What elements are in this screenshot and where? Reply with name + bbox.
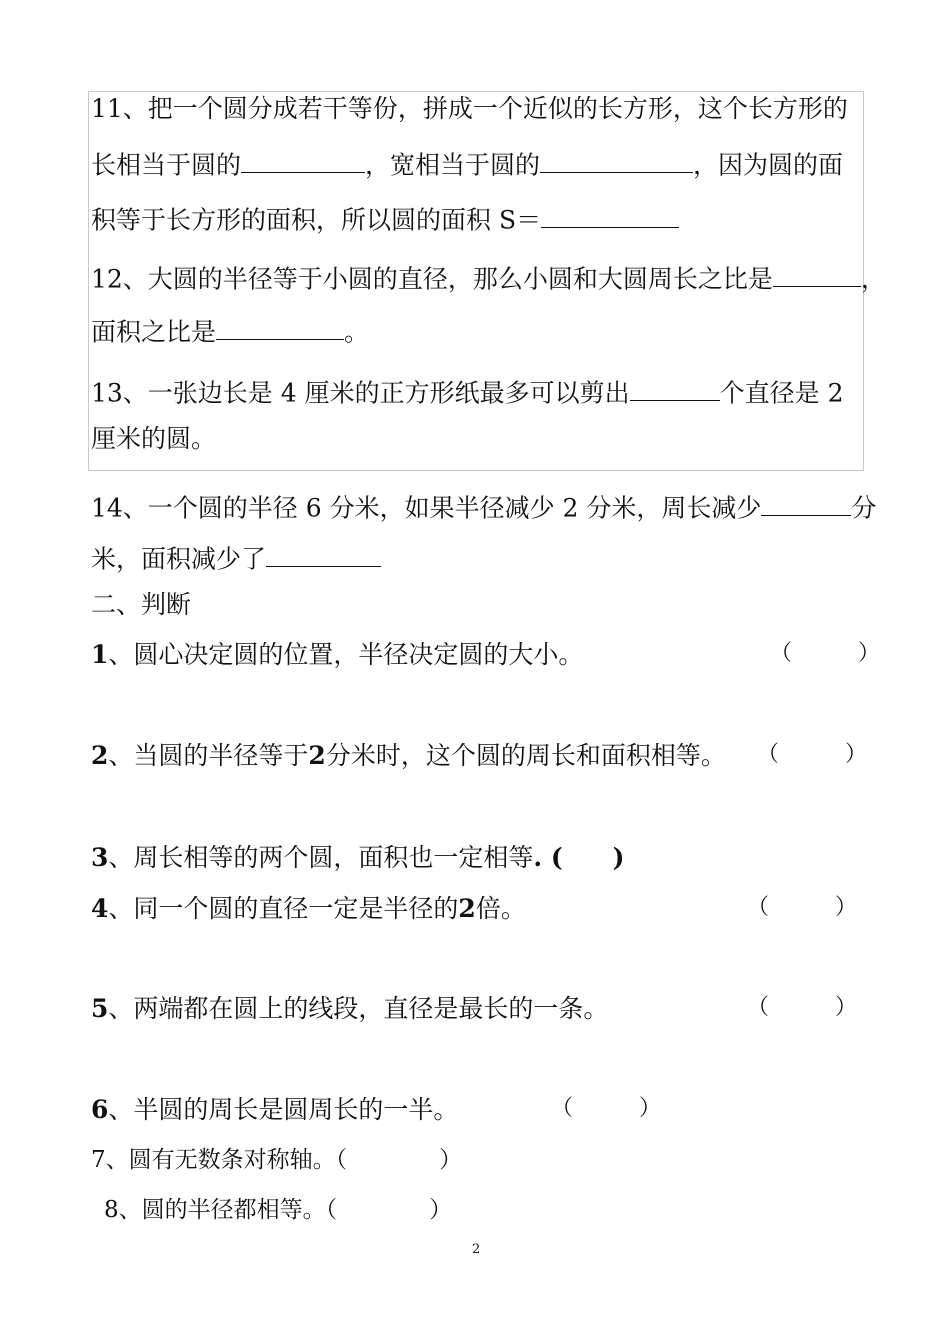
judge-item-1: 1、圆心决定圆的位置，半径决定圆的大小。 <box>91 640 584 669</box>
judge-item-5: 5、两端都在圆上的线段，直径是最长的一条。 <box>91 994 609 1023</box>
page-number: 2 <box>472 1242 481 1257</box>
judge-item-4: 4、同一个圆的直径一定是半径的2倍。 <box>91 894 526 923</box>
q12-blank-area-ratio[interactable] <box>216 313 344 340</box>
q14-blank-area[interactable] <box>266 540 381 567</box>
q11-blank-length[interactable] <box>241 146 365 173</box>
q14-line1: 14、一个圆的半径 6 分米，如果半径减少 2 分米，周长减少 分 <box>91 489 876 520</box>
q11-blank-area[interactable] <box>541 201 679 228</box>
judge-4-answer-paren[interactable]: （ ） <box>747 895 858 920</box>
judge-item-3: 3、周长相等的两个圆，面积也一定相等. ( ) <box>91 843 625 872</box>
q11-line1: 11、把一个圆分成若干等份，拼成一个近似的长方形，这个长方形的 <box>91 94 848 123</box>
judge-3-answer-paren[interactable]: . ( ) <box>533 843 625 872</box>
q12-line1: 12、大圆的半径等于小圆的直径，那么小圆和大圆周长之比是 ， <box>91 260 886 291</box>
judge-1-answer-paren[interactable]: （ ） <box>770 641 881 666</box>
q11-line2: 长相当于圆的 ，宽相当于圆的 ，因为圆的面 <box>91 146 843 177</box>
q11-blank-width[interactable] <box>540 146 693 173</box>
judge-item-8: 8、圆的半径都相等。（ ） <box>104 1197 453 1223</box>
q12-blank-perimeter-ratio[interactable] <box>773 260 861 287</box>
judge-item-7: 7、圆有无数条对称轴。（ ） <box>91 1147 463 1173</box>
judge-5-answer-paren[interactable]: （ ） <box>747 995 858 1020</box>
q12-line2: 面积之比是 。 <box>91 313 369 344</box>
q13-blank-count[interactable] <box>630 374 720 401</box>
q13-line1: 13、一张边长是 4 厘米的正方形纸最多可以剪出 个直径是 2 <box>91 374 843 405</box>
q13-line2: 厘米的圆。 <box>91 424 217 453</box>
q11-line3: 积等于长方形的面积，所以圆的面积 S＝ <box>91 201 679 232</box>
judge-2-answer-paren[interactable]: （ ） <box>757 742 868 767</box>
judge-6-answer-paren[interactable]: （ ） <box>551 1096 662 1121</box>
judge-item-2: 2、当圆的半径等于2分米时，这个圆的周长和面积相等。 <box>91 741 726 770</box>
q14-blank-perimeter[interactable] <box>761 489 851 516</box>
section-heading-judge: 二、判断 <box>91 590 192 619</box>
judge-item-6: 6、半圆的周长是圆周长的一半。 <box>91 1095 459 1124</box>
q14-line2: 米，面积减少了 <box>91 540 381 571</box>
